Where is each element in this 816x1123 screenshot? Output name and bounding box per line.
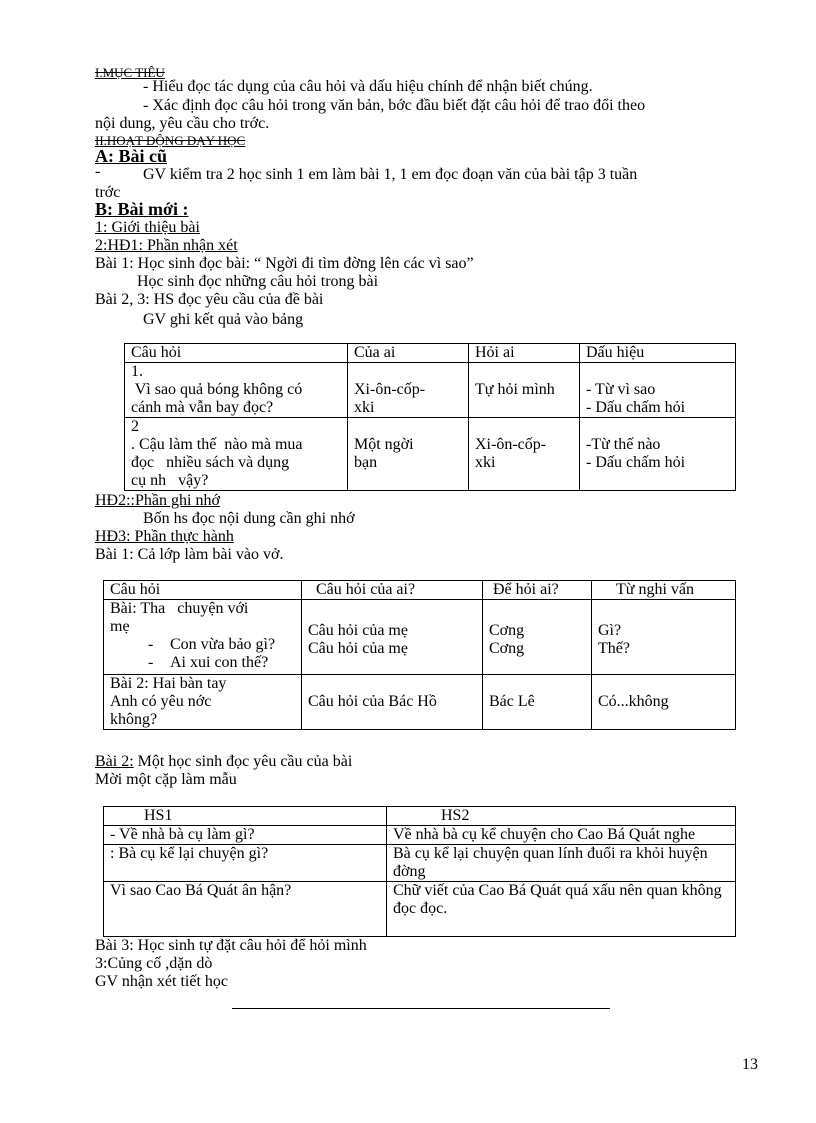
- section-b-bai1-sub: Học sinh đọc những câu hỏi trong bài: [137, 273, 379, 290]
- practice-table: [103, 580, 736, 730]
- section-b-title: B: Bài mới :: [95, 199, 189, 219]
- section-a-dash: -: [95, 163, 101, 180]
- hd3-title: HĐ3: Phần thực hành: [95, 528, 234, 545]
- table2-row: Bài: Tha chuyện với mẹ - Con vừa bảo gì? - Ai xui con thế? Câu hỏi của mẹ Câu hỏi của mẹ Cơng Cơng Gì? Thế?: [104, 600, 736, 675]
- table1-header-cell: Dấu hiệu: [580, 344, 736, 363]
- page-number: 13: [742, 1056, 758, 1073]
- objective-line-2: - Xác định đọc câu hỏi trong văn bản, bớc đầu biết đặt câu hỏi để trao đổi theo: [143, 97, 646, 114]
- table3-row: Vì sao Cao Bá Quát ân hận? Chữ viết của Cao Bá Quát quá xấu nên quan không đọc đọc.: [104, 882, 736, 937]
- end-divider: [232, 1008, 610, 1009]
- hd3-text: Bài 1: Cả lớp làm bài vào vở.: [95, 546, 284, 563]
- section-b-bai1: Bài 1: Học sinh đọc bài: “ Ngời đi tìm đờng lên các vì sao”: [95, 255, 474, 272]
- section-b-hd1: 2:HĐ1: Phần nhận xét: [95, 237, 238, 254]
- section-a-line-1: GV kiểm tra 2 học sinh 1 em làm bài 1, 1 em đọc đoạn văn của bài tập 3 tuần: [143, 166, 638, 183]
- table3-row: : Bà cụ kể lại chuyện gì? Bà cụ kể lại chuyện quan lính đuổi ra khỏi huyện đờng: [104, 845, 736, 882]
- table3-row: - Về nhà bà cụ làm gì? Về nhà bà cụ kể chuyện cho Cao Bá Quát nghe: [104, 826, 736, 845]
- section-a-line-2: trớc: [95, 184, 121, 201]
- table2-header-cell: Để hỏi ai?: [483, 581, 592, 600]
- section-a-title: A: Bài cũ: [95, 146, 167, 166]
- bai2-line-1: Bài 2: Một học sinh đọc yêu cầu của bài: [95, 753, 353, 770]
- pair-table: [103, 806, 736, 937]
- section-b-bai23: Bài 2, 3: HS đọc yêu cầu của đề bài: [95, 291, 324, 308]
- table2-header-cell: Từ nghi vấn: [592, 581, 736, 600]
- section-b-gv: GV ghi kết quả vào bảng: [143, 311, 304, 328]
- bai2-line-2: Mời một cặp làm mẫu: [95, 771, 237, 788]
- heading-objectives: I.MỤC TIÊU: [95, 65, 165, 80]
- table1-header-cell: Hỏi ai: [469, 344, 580, 363]
- hd2-title: HĐ2::Phần ghi nhớ: [95, 492, 220, 509]
- objective-line-1: - Hiểu đọc tác dụng của câu hỏi và dấu hiệu chính để nhận biết chúng.: [143, 78, 593, 95]
- table2-header-cell: Câu hỏi của ai?: [302, 581, 483, 600]
- closing-line-3: GV nhận xét tiết học: [95, 973, 229, 990]
- table1-header-cell: Của ai: [348, 344, 469, 363]
- closing-line-1: Bài 3: Học sinh tự đặt câu hỏi để hỏi mình: [95, 937, 367, 954]
- result-table: [124, 343, 736, 491]
- table1-header-cell: Câu hỏi: [125, 344, 348, 363]
- table1-row: 1. Vì sao quả bóng không có cánh mà vẫn bay đọc? Xi-ôn-cốp- xki Tự hỏi mình - Từ vì sao - Dấu chấm hỏi: [125, 363, 736, 418]
- hd2-text: Bốn hs đọc nội dung cần ghi nhớ: [143, 510, 355, 527]
- table3-header-cell: HS2: [387, 807, 736, 826]
- table2-row: Bài 2: Hai bàn tay Anh có yêu nớc không? Câu hỏi của Bác Hồ Bác Lê Có...không: [104, 675, 736, 730]
- closing-line-2: 3:Củng cố ,dặn dò: [95, 955, 213, 972]
- heading-activities: II.HOẠT ĐỘNG DẠY HỌC: [95, 133, 246, 148]
- table1-row: 2 . Cậu làm thế nào mà mua đọc nhiều sách và dụng cụ nh vậy? Một ngời bạn Xi-ôn-cốp- xki -Từ thế nào - Dấu chấm hỏi: [125, 418, 736, 491]
- section-b-intro: 1: Giới thiệu bài: [95, 219, 200, 236]
- table2-header-cell: Câu hỏi: [104, 581, 302, 600]
- objective-line-3: nội dung, yêu cầu cho trớc.: [95, 115, 270, 132]
- table3-header-cell: HS1: [104, 807, 387, 826]
